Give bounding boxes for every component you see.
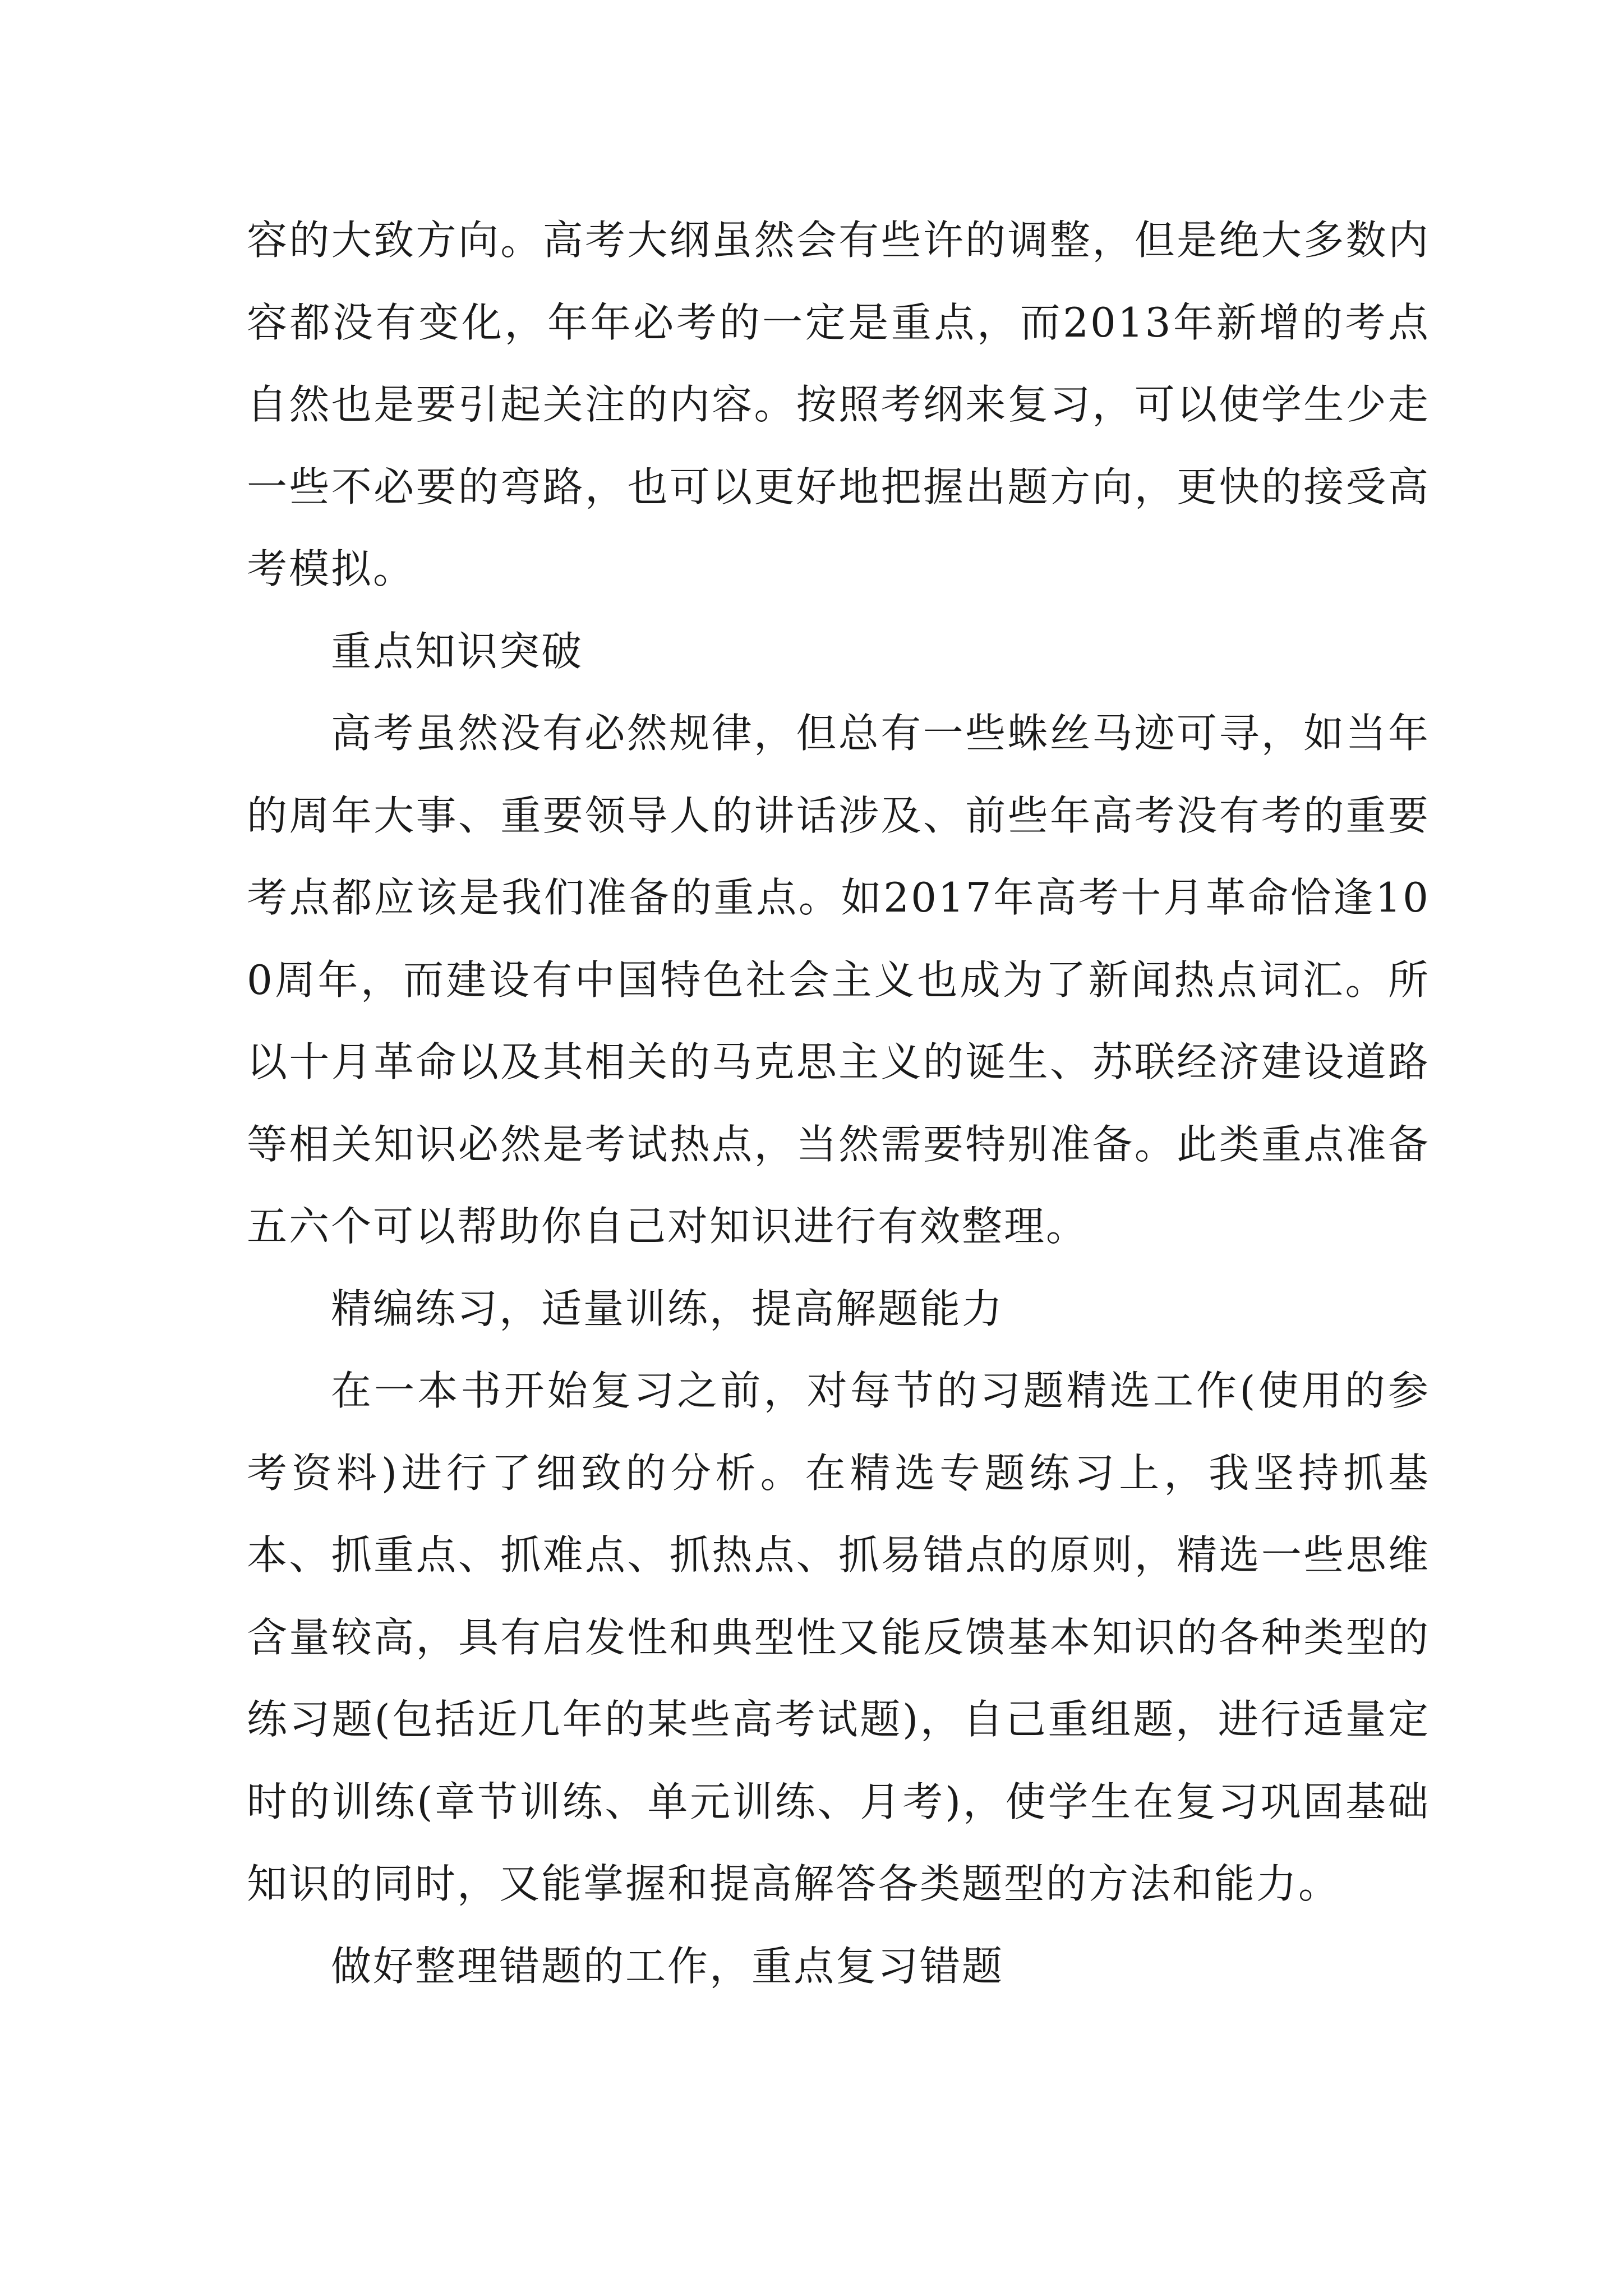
section-heading-error-review: 做好整理错题的工作，重点复习错题 bbox=[331, 1942, 1004, 1990]
paragraph-practice: 在一本书开始复习之前，对每节的习题精选工作(使用的参考资料)进行了细致的分析。在精选专题练习上，我坚持抓基本、抓重点、抓难点、抓热点、抓易错点的原则，精选一些思维含量较高，具有启发性和典型性又能反馈基本知识的各种类型的练习题(包括近几年的某些高考试题)，自己重组题，进行适量定时的训练(章节训练、单元训练、月考)，使学生在复习巩固基础知识的同时，又能掌握和提高解答各类题型的方法和能力。 bbox=[247, 1367, 1430, 1907]
section-heading-key-knowledge: 重点知识突破 bbox=[331, 627, 584, 675]
section-heading-practice: 精编练习，适量训练，提高解题能力 bbox=[331, 1285, 1004, 1332]
paragraph-key-knowledge: 高考虽然没有必然规律，但总有一些蛛丝马迹可寻，如当年的周年大事、重要领导人的讲话涉及、前些年高考没有考的重要考点都应该是我们准备的重点。如2017年高考十月革命恰逢100周年，而建设有中国特色社会主义也成为了新闻热点词汇。所以十月革命以及其相关的马克思主义的诞生、苏联经济建设道路等相关知识必然是考试热点，当然需要特别准备。此类重点准备五六个可以帮助你自己对知识进行有效整理。 bbox=[247, 710, 1430, 1250]
paragraph-continued: 容的大致方向。高考大纲虽然会有些许的调整，但是绝大多数内容都没有变化，年年必考的一定是重点，而2013年新增的考点自然也是要引起关注的内容。按照考纲来复习，可以使学生少走一些不必要的弯路，也可以更好地把握出题方向，更快的接受高考模拟。 bbox=[247, 217, 1430, 592]
document-body bbox=[247, 199, 1430, 2007]
